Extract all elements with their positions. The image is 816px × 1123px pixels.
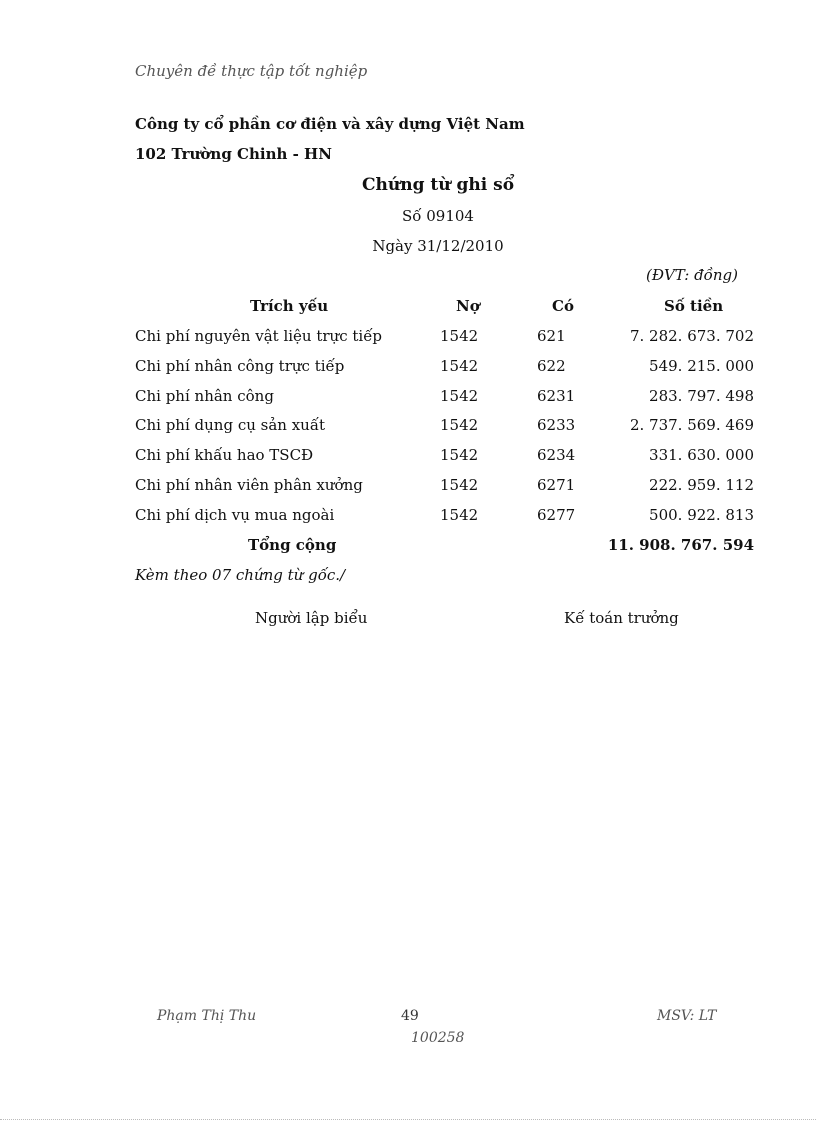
row-description: Chi phí nhân viên phân xưởng bbox=[135, 476, 363, 494]
table-row bbox=[0, 357, 816, 387]
total-label: Tổng cộng bbox=[248, 536, 337, 554]
preparer-signature-label: Người lập biểu bbox=[255, 609, 368, 627]
chief-accountant-signature-label: Kế toán trưởng bbox=[564, 609, 679, 627]
row-credit-account: 6233 bbox=[537, 416, 576, 434]
row-description: Chi phí dịch vụ mua ngoài bbox=[135, 506, 335, 524]
row-description: Chi phí khấu hao TSCĐ bbox=[135, 446, 314, 464]
row-amount: 549. 215. 000 bbox=[649, 357, 754, 375]
row-credit-account: 6277 bbox=[537, 506, 576, 524]
header-description: Trích yếu bbox=[250, 297, 329, 315]
company-address: 102 Trường Chinh - HN bbox=[135, 145, 332, 163]
row-description: Chi phí nguyên vật liệu trực tiếp bbox=[135, 327, 383, 345]
table-row bbox=[0, 416, 816, 446]
row-description: Chi phí dụng cụ sản xuất bbox=[135, 416, 326, 434]
total-row bbox=[0, 536, 816, 566]
voucher-date: Ngày 31/12/2010 bbox=[372, 237, 504, 255]
header-debit: Nợ bbox=[456, 297, 480, 315]
row-credit-account: 6231 bbox=[537, 387, 576, 405]
row-amount: 222. 959. 112 bbox=[649, 476, 754, 494]
footer-student-id-label: MSV: LT bbox=[657, 1008, 717, 1024]
total-amount: 11. 908. 767. 594 bbox=[607, 536, 754, 554]
row-amount: 283. 797. 498 bbox=[649, 387, 754, 405]
table-row bbox=[0, 476, 816, 506]
row-debit-account: 1542 bbox=[440, 327, 479, 345]
running-header: Chuyên đề thực tập tốt nghiệp bbox=[135, 62, 368, 80]
table-row bbox=[0, 387, 816, 417]
row-debit-account: 1542 bbox=[440, 416, 479, 434]
attachment-note: Kèm theo 07 chứng từ gốc./ bbox=[135, 566, 346, 584]
row-description: Chi phí nhân công trực tiếp bbox=[135, 357, 345, 375]
row-credit-account: 6234 bbox=[537, 446, 576, 464]
table-row bbox=[0, 327, 816, 357]
currency-unit: (ĐVT: đồng) bbox=[646, 266, 738, 284]
voucher-title: Chứng từ ghi sổ bbox=[361, 175, 515, 195]
row-credit-account: 6271 bbox=[537, 476, 576, 494]
row-debit-account: 1542 bbox=[440, 506, 479, 524]
row-debit-account: 1542 bbox=[440, 357, 479, 375]
row-amount: 2. 737. 569. 469 bbox=[629, 416, 754, 434]
row-description: Chi phí nhân công bbox=[135, 387, 274, 405]
company-name: Công ty cổ phần cơ điện và xây dựng Việt Nam bbox=[135, 115, 525, 133]
row-debit-account: 1542 bbox=[440, 387, 479, 405]
row-debit-account: 1542 bbox=[440, 476, 479, 494]
row-amount: 7. 282. 673. 702 bbox=[629, 327, 754, 345]
row-credit-account: 622 bbox=[537, 357, 566, 375]
footer-author: Phạm Thị Thu bbox=[157, 1008, 257, 1024]
row-credit-account: 621 bbox=[537, 327, 566, 345]
table-row bbox=[0, 446, 816, 476]
row-amount: 331. 630. 000 bbox=[649, 446, 754, 464]
header-amount: Số tiền bbox=[664, 297, 724, 315]
header-credit: Có bbox=[552, 297, 574, 315]
page-number: 49 bbox=[401, 1008, 419, 1024]
voucher-number: Số 09104 bbox=[402, 207, 474, 225]
row-amount: 500. 922. 813 bbox=[649, 506, 754, 524]
table-row bbox=[0, 506, 816, 536]
footer-student-id-number: 100258 bbox=[411, 1030, 465, 1046]
row-debit-account: 1542 bbox=[440, 446, 479, 464]
page-break-divider bbox=[0, 1119, 816, 1120]
